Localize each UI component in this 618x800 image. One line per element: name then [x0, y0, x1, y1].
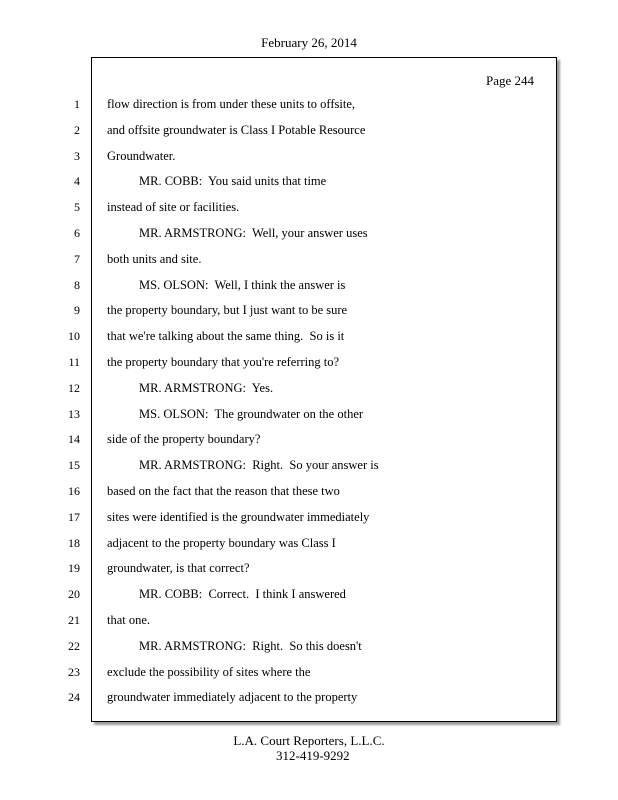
line-number: 14 [68, 432, 80, 447]
line-number: 20 [68, 587, 80, 602]
page-number: Page 244 [485, 73, 534, 88]
line-number: 12 [68, 380, 80, 395]
line-number: 17 [68, 509, 80, 524]
line-number: 13 [68, 406, 80, 421]
footer-company: L.A. Court Reporters, L.L.C. [233, 733, 385, 748]
transcript-line: that one. [107, 613, 151, 627]
footer-phone: 312-419-9292 [276, 748, 350, 763]
line-number: 4 [74, 174, 80, 189]
line-number: 7 [74, 251, 80, 266]
transcript-line: MS. OLSON: Well, I think the answer is [139, 277, 346, 292]
transcript-line: MR. ARMSTRONG: Well, your answer uses [139, 226, 368, 240]
line-number: 11 [68, 355, 80, 369]
line-number: 1 [74, 97, 80, 111]
line-number: 2 [74, 122, 80, 137]
transcript-line: flow direction is from under these units to offsite, [107, 97, 355, 111]
header-date: February 26, 2014 [261, 35, 357, 50]
transcript-line: exclude the possibility of sites where the [107, 664, 311, 679]
line-number: 21 [68, 613, 80, 627]
line-number: 15 [68, 458, 80, 473]
line-number: 6 [74, 226, 80, 240]
transcript-line: instead of site or facilities. [107, 200, 240, 215]
line-number: 22 [68, 638, 80, 653]
line-number: 3 [74, 148, 80, 163]
transcript-line: the property boundary that you're referring to? [107, 355, 340, 369]
line-number: 10 [68, 329, 80, 344]
transcript-line: MR. ARMSTRONG: Right. So your answer is [139, 458, 379, 473]
transcript-line: sites were identified is the groundwater immediately [107, 509, 370, 524]
transcript-line: groundwater, is that correct? [107, 561, 250, 576]
line-number: 24 [68, 690, 80, 705]
line-number: 23 [68, 664, 80, 679]
transcript-line: MR. ARMSTRONG: Right. So this doesn't [139, 638, 362, 653]
line-number: 9 [74, 303, 80, 318]
line-number: 18 [68, 535, 80, 550]
transcript-line: MS. OLSON: The groundwater on the other [139, 406, 364, 421]
transcript-line: Groundwater. [107, 148, 176, 163]
transcript-line: based on the fact that the reason that these two [107, 484, 340, 498]
line-number: 16 [68, 484, 80, 498]
transcript-line: that we're talking about the same thing. So is it [107, 329, 345, 344]
transcript-line: both units and site. [107, 251, 202, 266]
transcript-line: the property boundary, but I just want to be sure [107, 303, 348, 318]
transcript-line: side of the property boundary? [107, 432, 261, 447]
line-number: 19 [68, 561, 80, 576]
transcript-line: MR. COBB: You said units that time [139, 174, 327, 189]
transcript-line: groundwater immediately adjacent to the property [107, 690, 358, 705]
transcript-line: MR. ARMSTRONG: Yes. [139, 380, 274, 395]
transcript-line: adjacent to the property boundary was Class I [107, 535, 336, 550]
line-number: 8 [74, 277, 80, 292]
transcript-line: and offsite groundwater is Class I Potable Resource [107, 122, 366, 137]
line-number: 5 [74, 200, 80, 215]
transcript-line: MR. COBB: Correct. I think I answered [139, 587, 346, 602]
